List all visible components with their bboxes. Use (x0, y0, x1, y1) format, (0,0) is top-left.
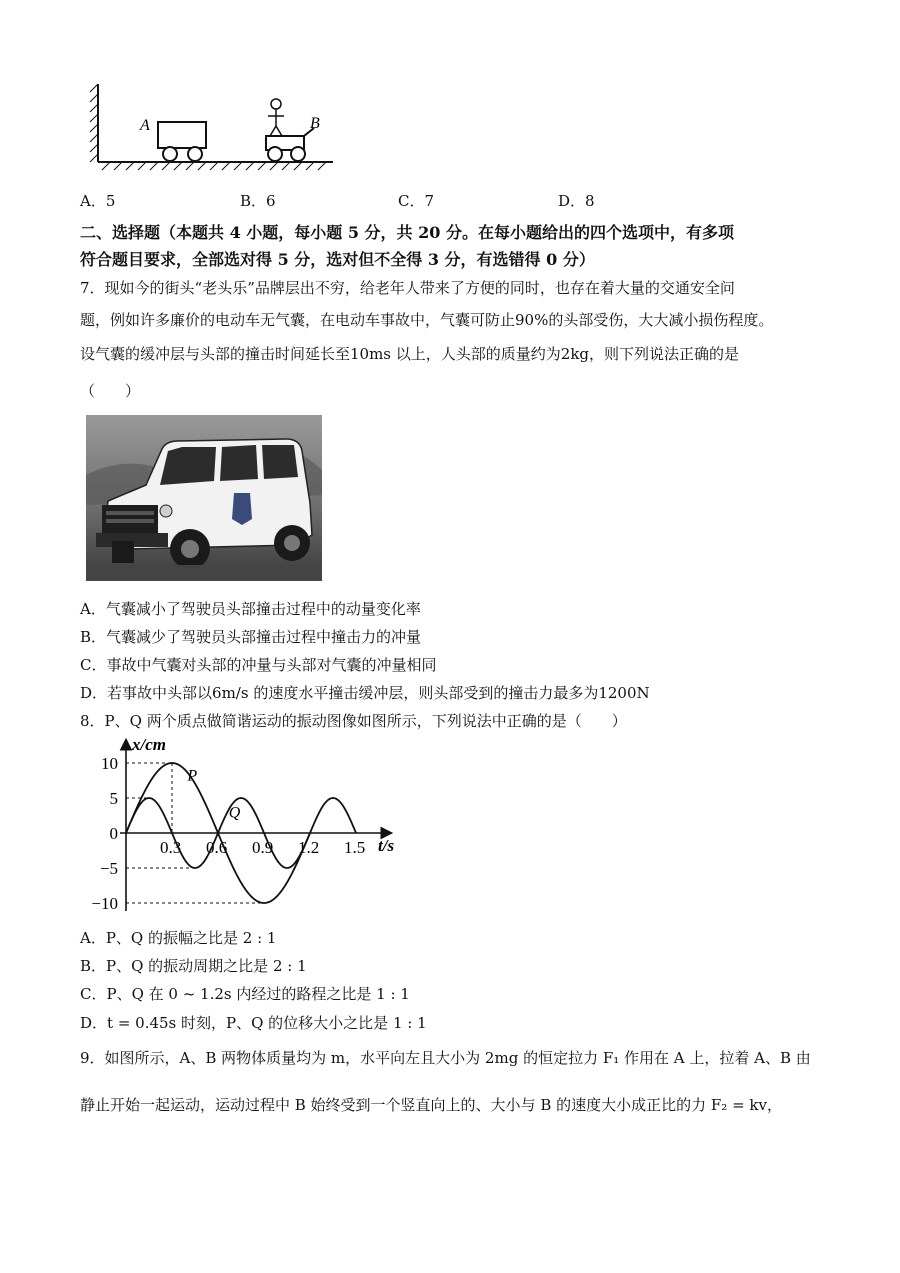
q8-option-d[interactable]: D．t = 0.45s 时刻，P、Q 的位移大小之比是 1 : 1 (80, 1014, 427, 1032)
x-tick-label: 1.5 (344, 838, 366, 857)
y-tick-label: −5 (99, 859, 118, 878)
q7-stem-line2: 题，例如许多廉价的电动车无气囊，在电动车事故中，气囊可防止90%的头部受伤，大大减小损伤程度。 (80, 311, 774, 329)
q8-option-a[interactable]: A．P、Q 的振幅之比是 2 : 1 (80, 929, 277, 947)
x-tick-label: 0.3 (160, 838, 182, 857)
cart-a (158, 122, 206, 161)
section2-heading-line2: 符合题目要求，全部选对得 5 分，选对但不全得 3 分，有选错得 0 分） (80, 250, 595, 269)
section2-heading-line1: 二、选择题（本题共 4 小题，每小题 5 分，共 20 分。在每小题给出的四个选项中，有多项 (80, 223, 734, 242)
q7-option-d[interactable]: D．若事故中头部以6m/s 的速度水平撞击缓冲层，则头部受到的撞击力最多为1200N (80, 684, 650, 702)
y-tick-label: 5 (109, 789, 118, 808)
x-axis-label: t/s (378, 836, 395, 855)
car-photo (86, 415, 322, 581)
q6-option-a[interactable]: A．5 (80, 192, 116, 210)
q9-stem-line1: 9．如图所示，A、B 两物体质量均为 m，水平向左且大小为 2mg 的恒定拉力 F₁ 作用在 A 上，拉着 A、B 由 (80, 1049, 811, 1067)
cart-a-label: A (140, 117, 150, 134)
q7-option-b[interactable]: B．气囊减少了驾驶员头部撞击过程中撞击力的冲量 (80, 628, 422, 646)
carts-figure (88, 80, 338, 172)
x-tick-label: 1.2 (298, 838, 320, 857)
vibration-graph (80, 733, 420, 918)
q7-stem-line3: 设气囊的缓冲层与头部的撞击时间延长至10ms 以上，人头部的质量约为2kg，则下列说法正确的是 (80, 345, 740, 363)
cart-b (266, 128, 314, 161)
q6-option-d[interactable]: D．8 (558, 192, 595, 210)
wall-hatching (90, 84, 98, 162)
q7-option-a[interactable]: A．气囊减小了驾驶员头部撞击过程中的动量变化率 (80, 600, 421, 618)
ground-hatching (102, 162, 326, 170)
person-on-cart-b (268, 99, 284, 136)
series-q-label: Q (228, 804, 241, 822)
q7-stem-line1: 7．现如今的街头“老头乐”品牌层出不穷，给老年人带来了方便的同时，也存在着大量的交通安全问 (80, 279, 735, 297)
cart-b-label: B (310, 115, 320, 132)
q9-stem-line2: 静止开始一起运动，运动过程中 B 始终受到一个竖直向上的、大小与 B 的速度大小成正比的力 F₂ = kv， (80, 1096, 782, 1114)
q8-option-b[interactable]: B．P、Q 的振动周期之比是 2 : 1 (80, 957, 307, 975)
y-tick-label: −10 (91, 894, 118, 913)
y-axis-label: x/cm (132, 735, 166, 754)
q6-option-b[interactable]: B．6 (240, 192, 276, 210)
y-tick-label: 0 (109, 824, 118, 843)
q8-option-c[interactable]: C．P、Q 在 0 ~ 1.2s 内经过的路程之比是 1 : 1 (80, 985, 410, 1003)
series-p-label: P (187, 767, 198, 785)
q8-stem: 8．P、Q 两个质点做简谐运动的振动图像如图所示，下列说法中正确的是（ ） (80, 712, 627, 730)
q7-stem-line4: （ ） (80, 382, 141, 400)
q7-option-c[interactable]: C．事故中气囊对头部的冲量与头部对气囊的冲量相同 (80, 656, 437, 674)
y-tick-label: 10 (101, 754, 118, 773)
x-tick-label: 0.6 (206, 838, 228, 857)
q6-option-c[interactable]: C．7 (398, 192, 435, 210)
x-tick-label: 0.9 (252, 838, 274, 857)
